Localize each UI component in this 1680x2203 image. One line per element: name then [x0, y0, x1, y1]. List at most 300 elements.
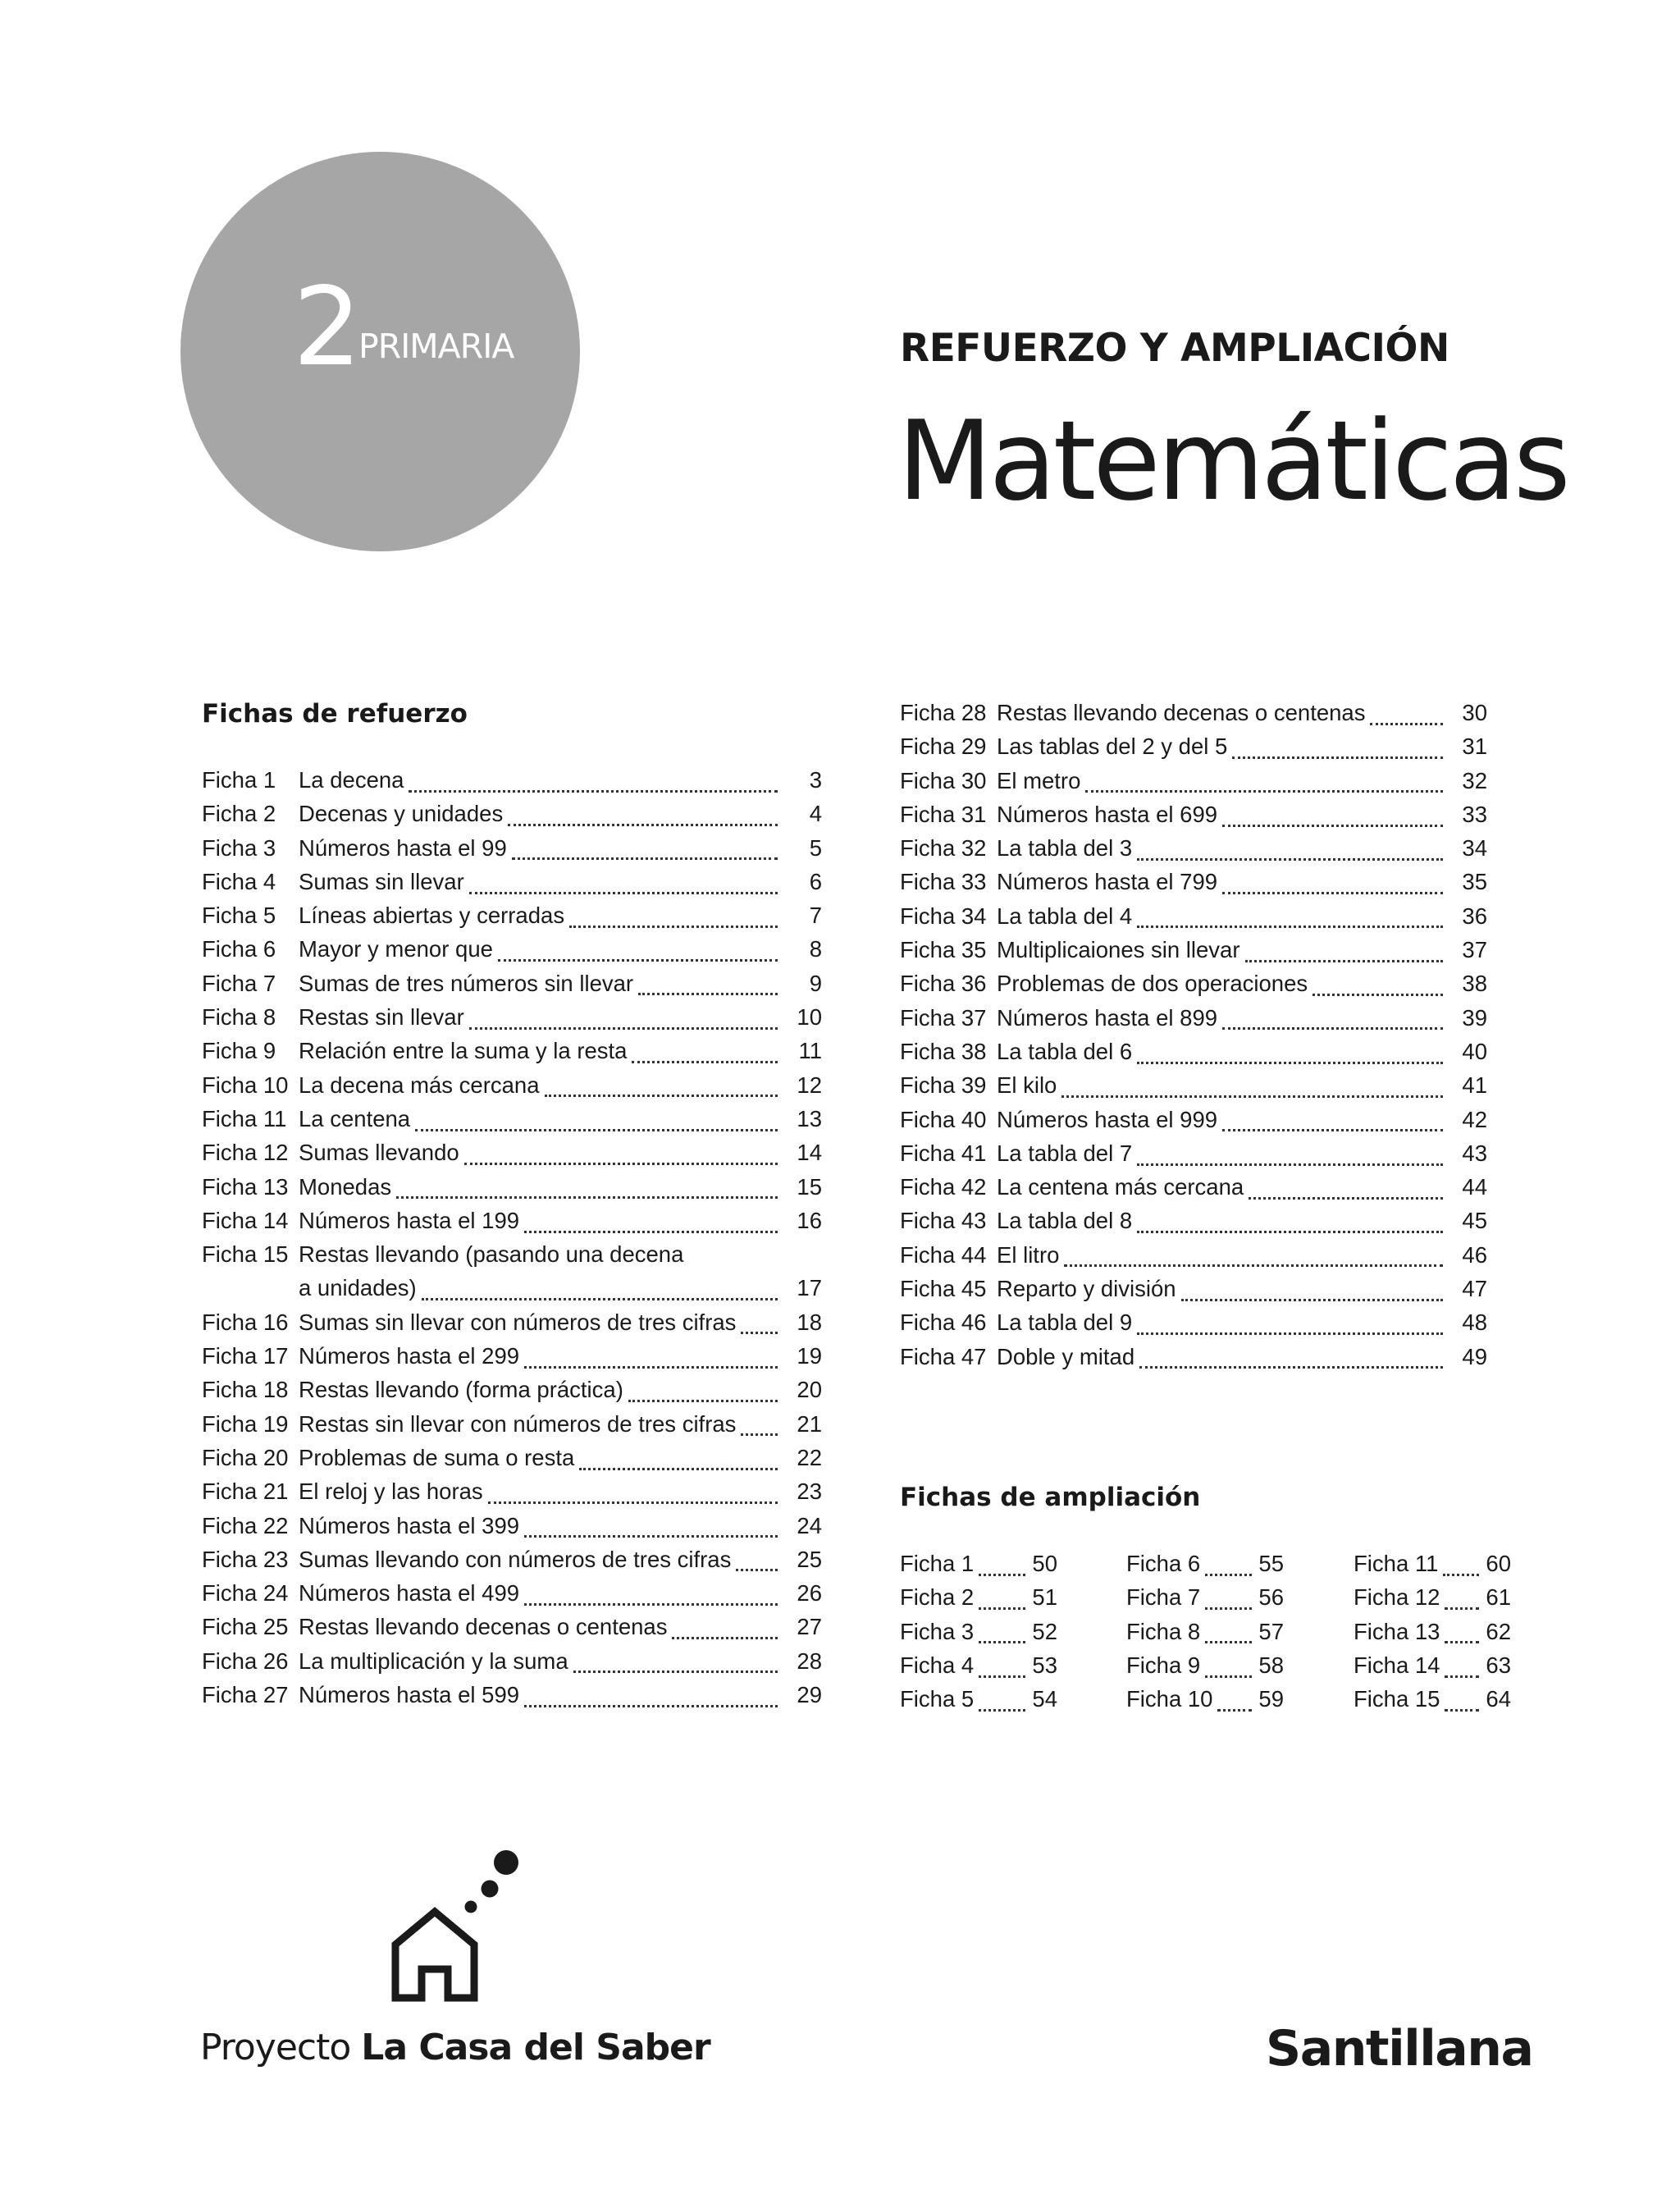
- refuerzo-list-right: [900, 700, 1487, 1378]
- amp-leader: [1445, 1607, 1479, 1610]
- toc-row: [202, 1682, 822, 1716]
- toc-leader: [632, 1060, 778, 1063]
- toc-code: Ficha 18: [202, 1377, 289, 1403]
- amp-row: [900, 1619, 1057, 1652]
- toc-code: Ficha 15: [202, 1241, 289, 1268]
- amp-row: [900, 1584, 1057, 1618]
- toc-page: 20: [797, 1377, 822, 1403]
- toc-code: Ficha 7: [202, 970, 276, 996]
- toc-page: 28: [797, 1648, 822, 1674]
- toc-page: 49: [1462, 1343, 1487, 1369]
- toc-code: Ficha 16: [202, 1309, 289, 1335]
- toc-leader: [741, 1331, 778, 1334]
- amp-page: 55: [1258, 1551, 1284, 1576]
- toc-code: Ficha 23: [202, 1546, 289, 1572]
- toc-row: [202, 869, 822, 903]
- toc-code: Ficha 25: [202, 1614, 289, 1640]
- toc-title: Sumas de tres números sin llevar: [299, 970, 634, 996]
- toc-leader: [488, 1501, 778, 1504]
- toc-page: 43: [1462, 1140, 1487, 1166]
- toc-row: [202, 1072, 822, 1106]
- toc-row: [202, 1140, 822, 1173]
- toc-leader: [1222, 1128, 1443, 1131]
- toc-title: El reloj y las horas: [299, 1479, 483, 1505]
- toc-page: 37: [1462, 937, 1487, 963]
- toc-row: [900, 1276, 1487, 1309]
- toc-page: 31: [1462, 734, 1487, 760]
- amp-leader: [1205, 1640, 1252, 1643]
- toc-row: [202, 1377, 822, 1410]
- toc-page: 26: [797, 1580, 822, 1607]
- toc-title: Restas llevando (pasando una decena: [299, 1241, 684, 1268]
- toc-leader: [672, 1636, 778, 1639]
- toc-title: Relación entre la suma y la resta: [299, 1038, 628, 1064]
- amp-row: [1126, 1551, 1284, 1584]
- toc-page: 44: [1462, 1174, 1487, 1200]
- toc-leader: [1139, 1365, 1443, 1369]
- toc-code: Ficha 42: [900, 1174, 987, 1200]
- toc-title: Sumas llevando: [299, 1140, 459, 1166]
- toc-title: Restas llevando (forma práctica): [299, 1377, 623, 1403]
- toc-page: 12: [797, 1072, 822, 1098]
- amp-row: [1354, 1551, 1511, 1584]
- toc-title: Números hasta el 699: [997, 801, 1218, 827]
- refuerzo-list-left: [202, 767, 822, 1716]
- toc-code: Ficha 34: [900, 903, 987, 929]
- toc-row: [900, 1107, 1487, 1140]
- toc-title: La tabla del 9: [997, 1309, 1133, 1336]
- toc-code: Ficha 29: [900, 734, 987, 760]
- toc-row: [202, 1648, 822, 1682]
- toc-row: [202, 801, 822, 834]
- toc-title: Líneas abiertas y cerradas: [299, 903, 565, 929]
- toc-title: Reparto y división: [997, 1276, 1176, 1302]
- toc-code: Ficha 40: [900, 1106, 987, 1132]
- toc-code: Ficha 2: [202, 801, 276, 827]
- toc-leader: [1370, 722, 1443, 725]
- toc-page: 8: [809, 936, 822, 962]
- amp-leader: [1445, 1640, 1479, 1643]
- amp-page: 50: [1032, 1551, 1057, 1576]
- toc-title: Números hasta el 99: [299, 834, 507, 861]
- toc-code: Ficha 39: [900, 1072, 987, 1099]
- toc-title: Problemas de dos operaciones: [997, 971, 1308, 997]
- toc-code: Ficha 17: [202, 1343, 289, 1369]
- toc-leader: [1137, 925, 1443, 928]
- toc-page: 46: [1462, 1241, 1487, 1268]
- amp-page: 64: [1486, 1686, 1511, 1712]
- toc-page: 17: [797, 1275, 822, 1301]
- toc-title: Sumas sin llevar con números de tres cifras: [299, 1309, 737, 1335]
- toc-page: 29: [797, 1682, 822, 1708]
- toc-leader: [524, 1365, 778, 1369]
- toc-leader: [1222, 824, 1443, 827]
- amp-code: Ficha 6: [1126, 1551, 1201, 1576]
- toc-code: Ficha 13: [202, 1173, 289, 1200]
- amp-leader: [1443, 1573, 1479, 1576]
- toc-code: Ficha 1: [202, 767, 276, 793]
- publisher-logo: Santillana: [1266, 2020, 1533, 2077]
- toc-leader: [579, 1467, 778, 1470]
- toc-row: [202, 1038, 822, 1072]
- toc-leader: [498, 958, 778, 962]
- toc-row: [202, 1106, 822, 1140]
- amp-leader: [1217, 1708, 1252, 1712]
- toc-code: Ficha 30: [900, 767, 987, 793]
- ampliacion-heading: Fichas de ampliación: [900, 1483, 1201, 1512]
- toc-leader: [396, 1195, 778, 1199]
- toc-code: Ficha 8: [202, 1004, 276, 1031]
- toc-row: [900, 768, 1487, 802]
- toc-title: La centena: [299, 1105, 411, 1131]
- toc-code: Ficha 28: [900, 700, 987, 725]
- toc-code: Ficha 35: [900, 937, 987, 963]
- toc-leader: [1222, 891, 1443, 894]
- toc-row: [900, 937, 1487, 971]
- toc-row: [202, 1343, 822, 1377]
- toc-page: 40: [1462, 1038, 1487, 1064]
- amp-row: [900, 1551, 1057, 1584]
- toc-title: La centena más cercana: [997, 1174, 1244, 1200]
- toc-row: [900, 700, 1487, 734]
- toc-page: 10: [797, 1004, 822, 1031]
- amp-page: 56: [1258, 1584, 1284, 1611]
- amp-row: [1126, 1652, 1284, 1686]
- toc-title: Números hasta el 499: [299, 1580, 520, 1607]
- amp-row: [1354, 1619, 1511, 1652]
- subject-title: Matemáticas: [897, 397, 1568, 525]
- toc-row: [202, 1445, 822, 1479]
- toc-code: Ficha 19: [202, 1410, 289, 1437]
- amp-page: 63: [1486, 1652, 1511, 1678]
- toc-leader: [1061, 1095, 1443, 1098]
- toc-row: [900, 1039, 1487, 1072]
- toc-leader: [736, 1568, 778, 1571]
- amp-leader: [979, 1708, 1025, 1712]
- toc-title: Números hasta el 599: [299, 1682, 520, 1708]
- toc-row: [202, 1411, 822, 1445]
- toc-page: 47: [1462, 1276, 1487, 1302]
- toc-row: [202, 971, 822, 1004]
- toc-title: La multiplicación y la suma: [299, 1648, 568, 1674]
- toc-page: 34: [1462, 835, 1487, 862]
- toc-leader: [524, 1230, 778, 1233]
- amp-page: 57: [1258, 1618, 1284, 1644]
- toc-title: Decenas y unidades: [299, 801, 504, 827]
- toc-leader: [1137, 857, 1443, 861]
- amp-code: Ficha 7: [1126, 1584, 1201, 1611]
- toc-leader: [409, 789, 778, 793]
- toc-page: 5: [809, 834, 822, 861]
- toc-code: Ficha 11: [202, 1105, 287, 1131]
- toc-title: La decena más cercana: [299, 1072, 540, 1098]
- grade-number: 2: [293, 264, 360, 391]
- amp-page: 62: [1486, 1618, 1511, 1644]
- amp-row: [1126, 1619, 1284, 1652]
- amp-row: [900, 1686, 1057, 1720]
- toc-page: 25: [797, 1546, 822, 1572]
- toc-code: Ficha 12: [202, 1140, 289, 1166]
- toc-leader: [524, 1534, 778, 1538]
- amp-leader: [1445, 1708, 1479, 1712]
- toc-page: 36: [1462, 903, 1487, 929]
- toc-code: Ficha 45: [900, 1276, 987, 1302]
- toc-leader: [573, 1670, 778, 1673]
- toc-leader: [469, 1026, 778, 1030]
- amp-page: 52: [1032, 1618, 1057, 1644]
- toc-code: Ficha 4: [202, 868, 276, 894]
- toc-row: [900, 1140, 1487, 1174]
- amp-leader: [979, 1640, 1025, 1643]
- toc-page: 11: [798, 1038, 822, 1064]
- toc-row: [900, 869, 1487, 903]
- toc-row: [900, 1344, 1487, 1378]
- amp-row: [1354, 1686, 1511, 1720]
- toc-code: Ficha 41: [900, 1140, 987, 1166]
- toc-code: Ficha 3: [202, 834, 276, 861]
- amp-code: Ficha 12: [1354, 1584, 1440, 1611]
- amp-code: Ficha 4: [900, 1652, 975, 1678]
- amp-code: Ficha 3: [900, 1618, 975, 1644]
- toc-leader: [1137, 1061, 1443, 1064]
- amp-leader: [1205, 1675, 1252, 1678]
- amp-code: Ficha 8: [1126, 1618, 1201, 1644]
- amp-leader: [1205, 1607, 1252, 1610]
- toc-page: 27: [797, 1614, 822, 1640]
- toc-page: 42: [1462, 1106, 1487, 1132]
- toc-leader: [1137, 1230, 1443, 1233]
- toc-page: 38: [1462, 971, 1487, 997]
- toc-leader: [524, 1602, 778, 1606]
- amp-leader: [979, 1675, 1025, 1678]
- toc-row: [900, 1242, 1487, 1276]
- toc-title: La tabla del 4: [997, 903, 1133, 929]
- toc-page: 14: [797, 1140, 822, 1166]
- toc-row: [202, 1479, 822, 1512]
- toc-code: Ficha 22: [202, 1512, 289, 1538]
- toc-leader: [1222, 1026, 1443, 1030]
- toc-leader: [628, 1399, 778, 1402]
- amp-code: Ficha 11: [1354, 1551, 1439, 1576]
- grade-label: PRIMARIA: [358, 327, 514, 366]
- toc-row: [900, 802, 1487, 835]
- toc-title: Monedas: [299, 1173, 392, 1200]
- toc-title: Restas llevando decenas o centenas: [299, 1614, 668, 1640]
- project-title: La Casa del Saber: [361, 2027, 710, 2068]
- amp-row: [1126, 1584, 1284, 1618]
- toc-page: 21: [797, 1410, 822, 1437]
- toc-title: Números hasta el 899: [997, 1004, 1218, 1031]
- toc-row: [202, 1004, 822, 1038]
- toc-row: [900, 1208, 1487, 1241]
- toc-row: [900, 835, 1487, 869]
- project-prefix: Proyecto: [200, 2027, 351, 2068]
- amp-code: Ficha 14: [1354, 1652, 1440, 1678]
- toc-title: Números hasta el 999: [997, 1106, 1218, 1132]
- toc-title: La tabla del 8: [997, 1208, 1133, 1234]
- toc-row: [900, 971, 1487, 1004]
- toc-leader: [512, 857, 778, 860]
- amp-page: 51: [1032, 1584, 1057, 1611]
- toc-code: Ficha 21: [202, 1479, 289, 1505]
- toc-title: Sumas llevando con números de tres cifras: [299, 1546, 732, 1572]
- ampliacion-column-3: [1354, 1551, 1511, 1720]
- toc-title: Doble y mitad: [997, 1343, 1135, 1369]
- amp-code: Ficha 13: [1354, 1618, 1440, 1644]
- amp-leader: [1445, 1675, 1479, 1678]
- toc-page: 39: [1462, 1004, 1487, 1031]
- toc-page: 22: [797, 1444, 822, 1470]
- toc-row: [202, 835, 822, 869]
- toc-title: Restas llevando decenas o centenas: [997, 700, 1366, 725]
- toc-code: Ficha 10: [202, 1072, 289, 1098]
- toc-title: Números hasta el 399: [299, 1512, 520, 1538]
- amp-code: Ficha 9: [1126, 1652, 1201, 1678]
- toc-code: Ficha 44: [900, 1241, 987, 1268]
- toc-title: Números hasta el 199: [299, 1207, 520, 1233]
- toc-leader: [1312, 993, 1443, 996]
- toc-code: Ficha 14: [202, 1207, 289, 1233]
- amp-leader: [979, 1573, 1025, 1576]
- toc-row: [900, 1072, 1487, 1106]
- toc-page: 41: [1462, 1072, 1487, 1099]
- toc-row: [202, 936, 822, 970]
- toc-title: Multiplicaiones sin llevar: [997, 937, 1240, 963]
- toc-leader: [638, 992, 778, 995]
- amp-code: Ficha 2: [900, 1584, 975, 1611]
- toc-title: Mayor y menor que: [299, 936, 493, 962]
- toc-leader: [1137, 1332, 1443, 1335]
- amp-code: Ficha 1: [900, 1551, 975, 1576]
- amp-row: [1126, 1686, 1284, 1720]
- toc-title: El litro: [997, 1241, 1060, 1268]
- toc-code: Ficha 46: [900, 1309, 987, 1336]
- toc-page: 32: [1462, 767, 1487, 793]
- toc-leader: [1064, 1264, 1443, 1267]
- toc-page: 4: [809, 801, 822, 827]
- toc-title: Sumas sin llevar: [299, 868, 464, 894]
- toc-row: [900, 734, 1487, 767]
- toc-page: 19: [797, 1343, 822, 1369]
- amp-leader: [1205, 1573, 1252, 1576]
- toc-page: 7: [809, 903, 822, 929]
- toc-leader: [508, 823, 778, 826]
- toc-page: 48: [1462, 1309, 1487, 1336]
- toc-code: Ficha 6: [202, 936, 276, 962]
- toc-page: 18: [797, 1309, 822, 1335]
- toc-page: 30: [1462, 700, 1487, 725]
- toc-code: Ficha 20: [202, 1444, 289, 1470]
- amp-row: [900, 1652, 1057, 1686]
- toc-page: 3: [809, 767, 822, 793]
- amp-row: [1354, 1584, 1511, 1618]
- toc-title-continued: [299, 1275, 822, 1309]
- toc-leader: [469, 891, 778, 894]
- toc-title: La tabla del 3: [997, 835, 1133, 862]
- toc-code: Ficha 24: [202, 1580, 289, 1607]
- toc-title: La tabla del 7: [997, 1140, 1133, 1166]
- toc-leader: [415, 1128, 778, 1131]
- toc-leader: [1085, 789, 1443, 793]
- toc-row: [202, 1580, 822, 1614]
- toc-row: [900, 1174, 1487, 1208]
- toc-code: Ficha 38: [900, 1038, 987, 1064]
- toc-code: Ficha 43: [900, 1208, 987, 1234]
- toc-code: Ficha 27: [202, 1682, 289, 1708]
- toc-leader: [1245, 959, 1443, 962]
- amp-row: [1354, 1652, 1511, 1686]
- toc-page: 9: [809, 970, 822, 996]
- toc-row: [900, 903, 1487, 937]
- toc-code: Ficha 32: [900, 835, 987, 862]
- toc-row: [202, 1614, 822, 1648]
- toc-row: [202, 1174, 822, 1208]
- toc-title: Restas sin llevar con números de tres cifras: [299, 1410, 737, 1437]
- toc-title-line2: a unidades): [299, 1275, 417, 1301]
- toc-row: [202, 903, 822, 936]
- toc-page: 33: [1462, 801, 1487, 827]
- toc-title: Números hasta el 299: [299, 1343, 520, 1369]
- toc-code: Ficha 36: [900, 971, 987, 997]
- toc-leader: [1232, 756, 1443, 759]
- toc-page: 24: [797, 1512, 822, 1538]
- refuerzo-heading: Fichas de refuerzo: [202, 699, 468, 729]
- toc-title: Las tablas del 2 y del 5: [997, 734, 1228, 760]
- toc-page: 13: [797, 1105, 822, 1131]
- toc-code: Ficha 47: [900, 1343, 987, 1369]
- toc-page: 15: [797, 1173, 822, 1200]
- amp-code: Ficha 15: [1354, 1686, 1440, 1712]
- toc-row: [900, 1005, 1487, 1039]
- toc-leader: [569, 925, 778, 928]
- toc-leader: [524, 1704, 778, 1707]
- toc-row: [900, 1309, 1487, 1343]
- toc-leader: [464, 1162, 778, 1165]
- toc-code: Ficha 31: [900, 801, 987, 827]
- toc-page: 23: [797, 1479, 822, 1505]
- amp-page: 54: [1032, 1686, 1057, 1712]
- toc-row: [202, 1208, 822, 1241]
- toc-title: Números hasta el 799: [997, 869, 1218, 895]
- house-with-dots-icon: [377, 1838, 525, 2002]
- toc-page: 16: [797, 1207, 822, 1233]
- toc-page: 6: [809, 868, 822, 894]
- toc-code: Ficha 9: [202, 1038, 276, 1064]
- amp-code: Ficha 10: [1126, 1686, 1213, 1712]
- toc-code: Ficha 37: [900, 1004, 987, 1031]
- amp-page: 60: [1486, 1551, 1511, 1576]
- amp-page: 53: [1032, 1652, 1057, 1678]
- project-name: [200, 2027, 710, 2068]
- toc-leader: [545, 1094, 778, 1097]
- toc-code: Ficha 33: [900, 869, 987, 895]
- ampliacion-column-1: [900, 1551, 1057, 1720]
- toc-title: El metro: [997, 767, 1081, 793]
- toc-leader: [1181, 1298, 1443, 1301]
- toc-row: [202, 1513, 822, 1547]
- toc-page: 35: [1462, 869, 1487, 895]
- toc-row: [202, 1241, 822, 1309]
- toc-leader: [741, 1433, 778, 1436]
- amp-page: 61: [1486, 1584, 1511, 1611]
- toc-title: Restas sin llevar: [299, 1004, 464, 1031]
- amp-page: 58: [1258, 1652, 1284, 1678]
- amp-leader: [979, 1607, 1025, 1610]
- amp-code: Ficha 5: [900, 1686, 975, 1712]
- toc-row: [202, 767, 822, 801]
- toc-title-wrap: [299, 1241, 822, 1309]
- toc-title: Problemas de suma o resta: [299, 1444, 575, 1470]
